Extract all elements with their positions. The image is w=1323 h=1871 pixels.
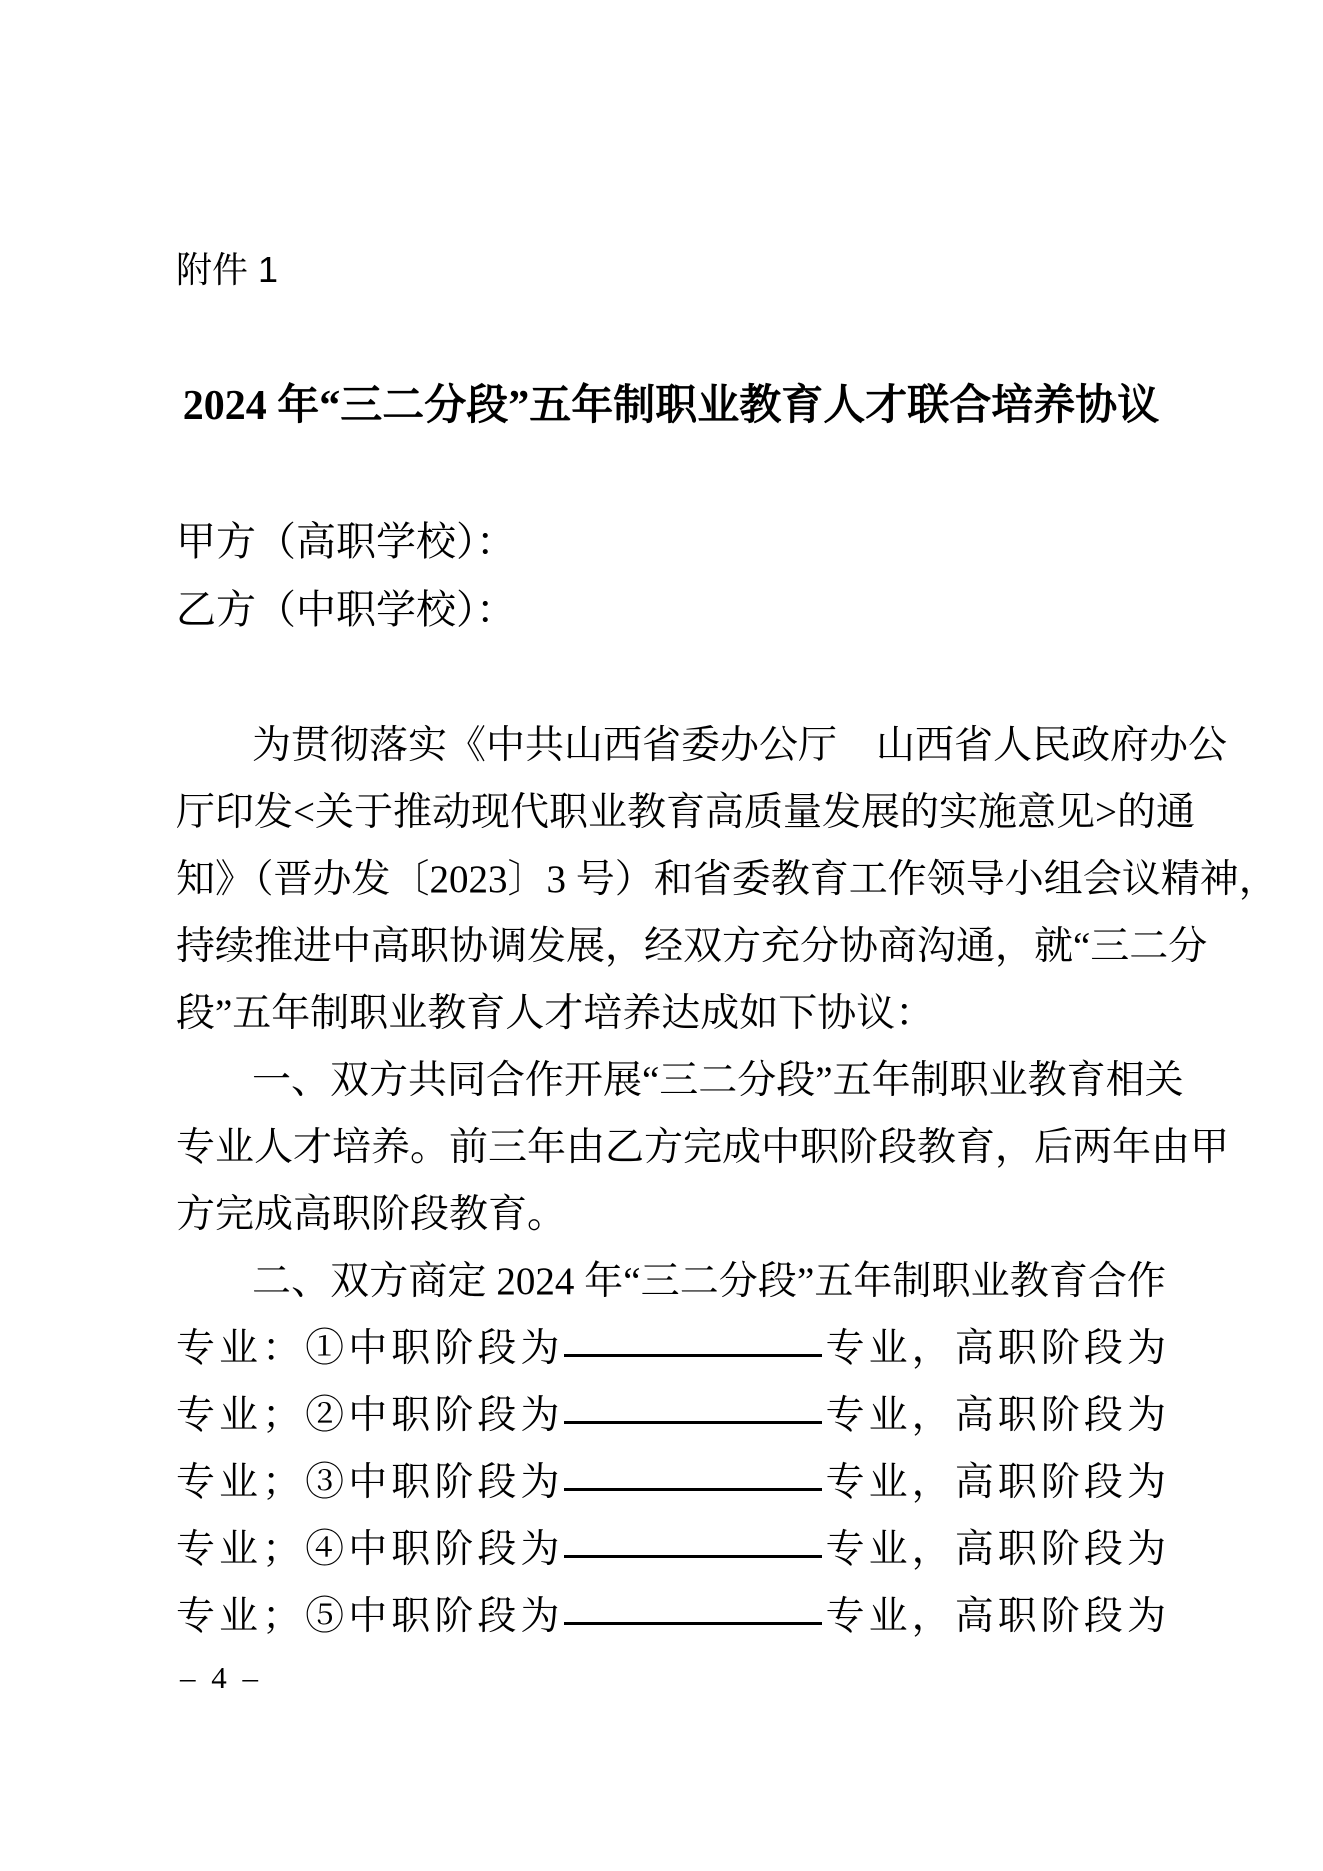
blank-left-text: 专业；③中职阶段为 bbox=[176, 1461, 564, 1504]
blank-line bbox=[176, 1516, 1166, 1583]
blank-right-text: 专业，高职阶段为 bbox=[821, 1595, 1166, 1638]
blank-line bbox=[176, 1583, 1166, 1650]
body-line: 专业人才培养。前三年由乙方完成中职阶段教育，后两年由甲 bbox=[176, 1126, 1230, 1169]
vertical-spacer bbox=[176, 644, 1166, 712]
blank-right-text: 专业，高职阶段为 bbox=[821, 1394, 1166, 1437]
party-a-line: 甲方（高职学校）： bbox=[176, 519, 516, 564]
body-line: 二、双方商定 2024 年“三二分段”五年制职业教育合作 bbox=[252, 1260, 1166, 1303]
blank-right-text: 专业，高职阶段为 bbox=[821, 1461, 1166, 1504]
attachment-label: 附件 1 bbox=[176, 249, 279, 290]
blank-left-text: 专业；②中职阶段为 bbox=[176, 1394, 564, 1437]
fill-in-blank bbox=[564, 1391, 822, 1424]
party-b-line: 乙方（中职学校）： bbox=[176, 587, 516, 632]
blank-line bbox=[176, 1449, 1166, 1516]
blank-left-text: 专业：①中职阶段为 bbox=[176, 1327, 564, 1370]
blank-line bbox=[176, 1315, 1166, 1382]
body-line: 一、双方共同合作开展“三二分段”五年制职业教育相关 bbox=[252, 1059, 1184, 1102]
blank-line bbox=[176, 1382, 1166, 1449]
document-title: 2024 年“三二分段”五年制职业教育人才联合培养协议 bbox=[182, 383, 1160, 429]
blank-right-text: 专业，高职阶段为 bbox=[821, 1327, 1166, 1370]
body-line: 厅印发<关于推动现代职业教育高质量发展的实施意见>的通 bbox=[176, 791, 1195, 834]
fill-in-blank bbox=[564, 1525, 822, 1558]
body-line: 持续推进中高职协调发展，经双方充分协商沟通，就“三二分 bbox=[176, 925, 1208, 968]
page-number: – 4 – bbox=[180, 1660, 262, 1695]
vertical-spacer bbox=[176, 440, 1166, 508]
body-line: 为贯彻落实《中共山西省委办公厅 山西省人民政府办公 bbox=[252, 724, 1228, 767]
vertical-spacer bbox=[176, 304, 1166, 372]
blank-left-text: 专业；④中职阶段为 bbox=[176, 1528, 564, 1571]
blank-right-text: 专业，高职阶段为 bbox=[821, 1528, 1166, 1571]
body-line: 方完成高职阶段教育。 bbox=[176, 1193, 567, 1236]
fill-in-blank bbox=[564, 1592, 822, 1625]
fill-in-blank bbox=[564, 1458, 822, 1491]
body-line: 段”五年制职业教育人才培养达成如下协议： bbox=[176, 992, 935, 1035]
blank-left-text: 专业；⑤中职阶段为 bbox=[176, 1595, 564, 1638]
body-line: 知》（晋办发〔2023〕3 号）和省委教育工作领导小组会议精神， bbox=[176, 858, 1278, 901]
fill-in-blank bbox=[564, 1324, 822, 1357]
